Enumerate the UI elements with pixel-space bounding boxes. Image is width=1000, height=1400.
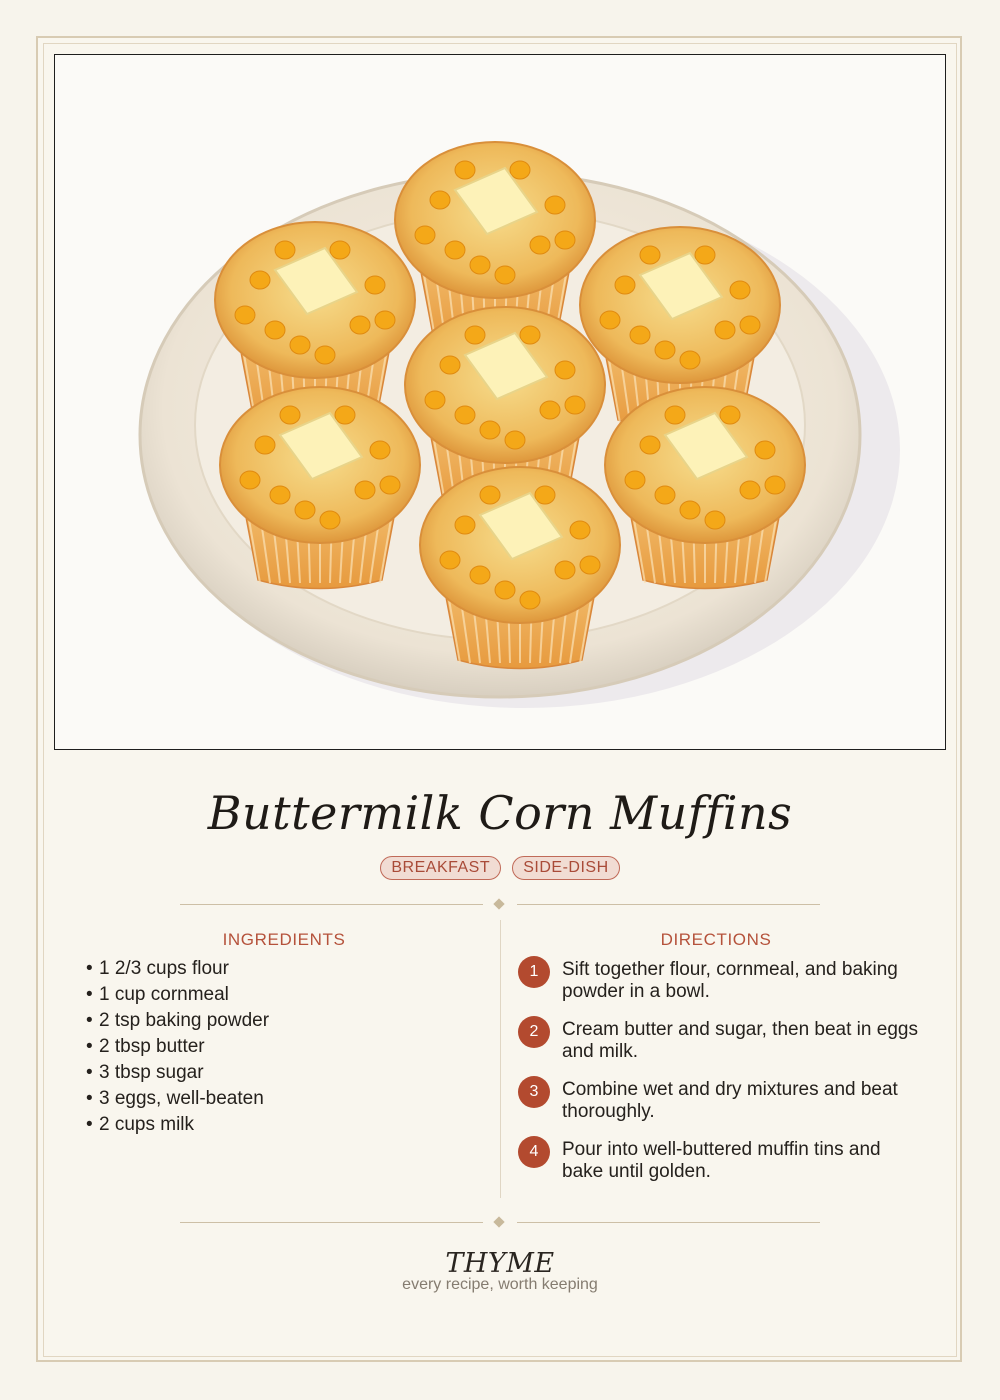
- direction-step: [516, 1016, 926, 1076]
- tag-breakfast[interactable]: BREAKFAST: [380, 856, 501, 880]
- divider-line-left: [180, 1222, 483, 1223]
- direction-step: [516, 956, 926, 1016]
- ingredients-list: [86, 956, 486, 1138]
- direction-step: [516, 1136, 926, 1196]
- step-number-badge: 1: [518, 956, 550, 988]
- ingredient-item: • 3 eggs, well-beaten: [86, 1088, 264, 1109]
- step-text: Sift together flour, cornmeal, and baking powder in a bowl.: [562, 959, 898, 1002]
- step-text: Combine wet and dry mixtures and beat thoroughly.: [562, 1079, 898, 1122]
- brand-tagline: every recipe, worth keeping: [402, 1276, 598, 1293]
- divider-bottom: [180, 1217, 820, 1229]
- ingredient-item: • 2 tbsp butter: [86, 1036, 205, 1057]
- muffin-plate-illustration: [55, 55, 945, 749]
- ingredient-item: • 3 tbsp sugar: [86, 1062, 204, 1083]
- recipe-title: Buttermilk Corn Muffins: [207, 786, 793, 840]
- step-number-badge: 4: [518, 1136, 550, 1168]
- directions-heading: DIRECTIONS: [660, 930, 772, 949]
- ingredient-item: • 1 2/3 cups flour: [86, 958, 229, 979]
- divider-line-right: [517, 1222, 820, 1223]
- tag-side-dish[interactable]: SIDE-DISH: [512, 856, 619, 880]
- divider-top: [180, 899, 820, 911]
- step-text: Pour into well-buttered muffin tins and bake until golden.: [562, 1139, 881, 1182]
- column-separator: [500, 920, 501, 1198]
- directions-list: [516, 956, 926, 1196]
- step-text: Cream butter and sugar, then beat in eggs and milk.: [562, 1019, 918, 1062]
- recipe-photo: [54, 54, 946, 750]
- ingredient-item: • 2 tsp baking powder: [86, 1010, 270, 1031]
- direction-step: [516, 1076, 926, 1136]
- tag-list: [0, 856, 1000, 880]
- step-number-badge: 3: [518, 1076, 550, 1108]
- diamond-icon: [493, 898, 504, 909]
- diamond-icon: [493, 1216, 504, 1227]
- divider-line-right: [517, 904, 820, 905]
- step-number-badge: 2: [518, 1016, 550, 1048]
- divider-line-left: [180, 904, 483, 905]
- ingredient-item: • 2 cups milk: [86, 1114, 195, 1135]
- ingredients-heading: INGREDIENTS: [222, 930, 346, 949]
- ingredient-item: • 1 cup cornmeal: [86, 984, 229, 1005]
- brand-logo: THYME: [445, 1248, 555, 1279]
